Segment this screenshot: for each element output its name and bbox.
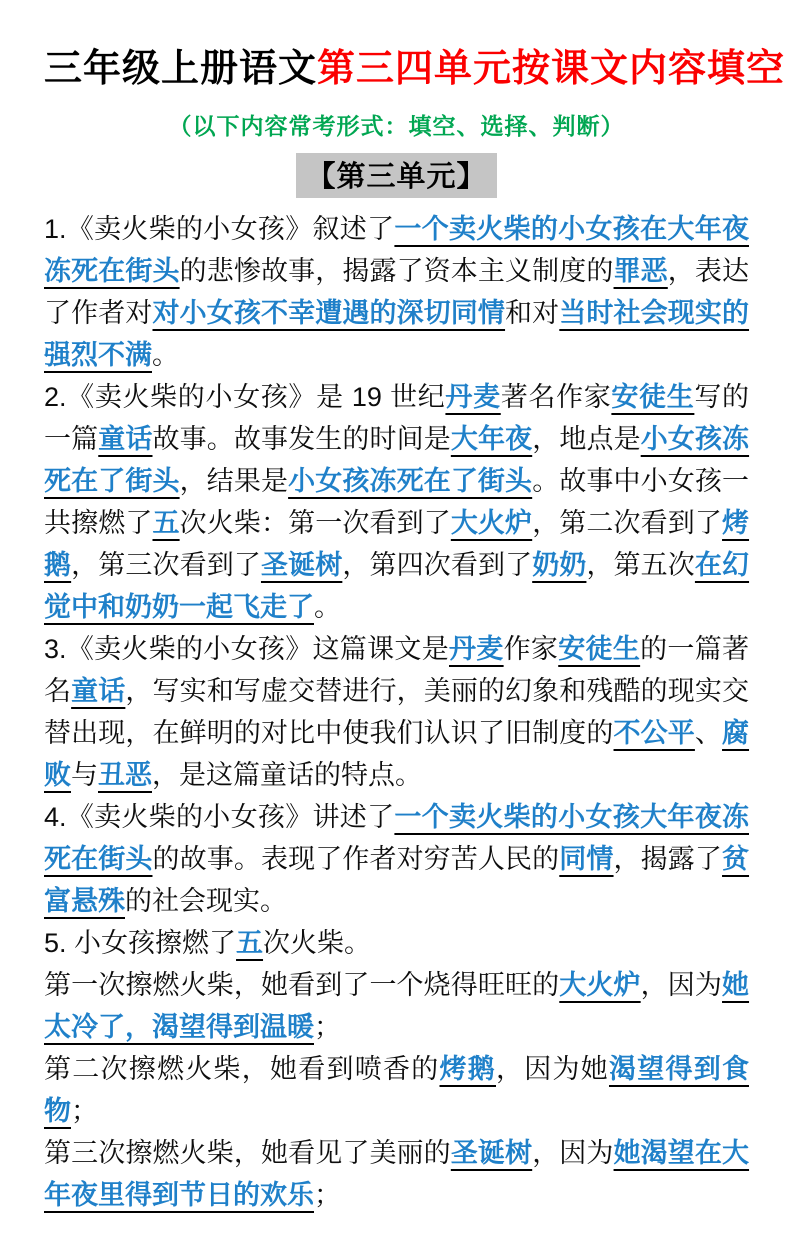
paragraph-text: ，是这篇童话的特点。 xyxy=(152,759,422,790)
paragraph-3 xyxy=(44,628,749,796)
blank-answer: 童话 xyxy=(71,675,126,706)
paragraph-text: ，因为她 xyxy=(496,1053,609,1084)
paragraph-text: ，第二次看到了 xyxy=(532,507,723,538)
paragraph-text: 。故事中小女孩一共擦燃了 xyxy=(44,465,750,538)
blank-answer: 丹麦 xyxy=(445,381,501,412)
paragraph-5 xyxy=(44,922,749,964)
paragraph-text: 2.《卖火柴的小女孩》是 19 世纪 xyxy=(44,381,446,412)
paragraph-text: 作家 xyxy=(503,633,559,664)
paragraph-text: ； xyxy=(71,1095,98,1126)
blank-answer: 她太冷了，渴望得到温暖 xyxy=(44,969,750,1042)
paragraph-text: 次火柴：第一次看到了 xyxy=(179,507,451,538)
blank-answer: 贫富悬殊 xyxy=(44,843,750,916)
blank-answer: 大火炉 xyxy=(559,969,641,1000)
paragraph-text: 。 xyxy=(314,591,341,622)
blank-answer: 安徒生 xyxy=(558,633,641,664)
paragraph-7 xyxy=(44,1048,749,1132)
paragraph-text: 和对 xyxy=(505,297,560,328)
paragraph-text: ，揭露了 xyxy=(613,843,723,874)
paragraph-text: 次火柴。 xyxy=(263,927,372,958)
title-unit-part: 第三四单元按课文内容填空 xyxy=(317,48,786,90)
blank-answer: 大年夜 xyxy=(450,423,533,454)
blank-answer: 一个卖火柴的小女孩大年夜冻死在街头 xyxy=(44,801,749,874)
blank-answer: 渴望得到食物 xyxy=(44,1053,749,1126)
blank-answer: 腐败 xyxy=(44,717,750,790)
paragraph-text: 的社会现实。 xyxy=(125,885,287,916)
paragraph-text: ，结果是 xyxy=(179,465,289,496)
blank-answer: 不公平 xyxy=(613,717,695,748)
paragraph-text: 5. 小女孩擦燃了 xyxy=(44,927,237,958)
paragraph-text: ，第五次 xyxy=(586,549,695,580)
blank-answer: 圣诞树 xyxy=(260,549,343,580)
blank-answer: 当时社会现实的强烈不满 xyxy=(44,297,750,370)
section-heading-unit3: 【第三单元】 xyxy=(296,153,496,198)
paragraph-text: 第一次擦燃火柴，她看到了一个烧得旺旺的 xyxy=(44,969,560,1000)
paragraph-text: 。 xyxy=(152,339,179,370)
paragraph-text: 的悲惨故事，揭露了资本主义制度的 xyxy=(179,255,614,286)
paragraph-text: ，地点是 xyxy=(532,423,641,454)
paragraph-text: ，写实和写虚交替进行，美丽的幻象和残酷的现实交替出现，在鲜明的对比中使我们认识了旧制度的 xyxy=(44,675,750,748)
paragraph-text: 著名作家 xyxy=(500,381,612,412)
content-paragraphs xyxy=(44,208,749,1216)
blank-answer: 奶奶 xyxy=(532,549,587,580)
page-title xyxy=(44,46,786,94)
paragraph-text: ； xyxy=(314,1179,341,1210)
blank-answer: 大火炉 xyxy=(450,507,533,538)
paragraph-text: ，因为 xyxy=(640,969,723,1000)
blank-answer: 小女孩冻死在了街头 xyxy=(288,465,533,496)
blank-answer: 她渴望在大年夜里得到节日的欢乐 xyxy=(44,1137,750,1210)
paragraph-text: 写的一篇 xyxy=(44,381,750,454)
paragraph-4 xyxy=(44,796,749,922)
paragraph-text: ，第三次看到了 xyxy=(71,549,261,580)
title-grade-part: 三年级上册语文 xyxy=(44,48,318,90)
paragraph-text: 的故事。表现了作者对穷苦人民的 xyxy=(152,843,560,874)
blank-answer: 五 xyxy=(236,927,264,958)
paragraph-1 xyxy=(44,208,749,376)
paragraph-6 xyxy=(44,964,749,1048)
blank-answer: 小女孩冻死在了街头 xyxy=(44,423,750,496)
blank-answer: 对小女孩不幸遭遇的深切同情 xyxy=(152,297,506,328)
paragraph-text: ； xyxy=(314,1011,341,1042)
paragraph-text: ，因为 xyxy=(532,1137,614,1168)
paragraph-text: 第二次擦燃火柴，她看到喷香的 xyxy=(44,1053,440,1084)
exam-format-subtitle: （以下内容常考形式：填空、选择、判断） xyxy=(168,112,625,139)
section-heading-row xyxy=(44,153,749,198)
paragraph-text: 3.《卖火柴的小女孩》这篇课文是 xyxy=(44,633,449,664)
paragraph-8 xyxy=(44,1132,749,1216)
paragraph-text: 与 xyxy=(71,759,98,790)
paragraph-text: 故事。故事发生的时间是 xyxy=(152,423,451,454)
paragraph-text: 、 xyxy=(694,717,723,748)
blank-answer: 罪恶 xyxy=(613,255,668,286)
paragraph-2 xyxy=(44,376,749,628)
paragraph-text: ，表达了作者对 xyxy=(44,255,750,328)
blank-answer: 五 xyxy=(152,507,180,538)
paragraph-text: 第三次擦燃火柴，她看见了美丽的 xyxy=(44,1137,451,1168)
paragraph-text: ，第四次看到了 xyxy=(342,549,533,580)
blank-answer: 童话 xyxy=(98,423,153,454)
blank-answer: 烤鹅 xyxy=(439,1053,496,1084)
blank-answer: 一个卖火柴的小女孩在大年夜冻死在街头 xyxy=(44,213,749,286)
paragraph-text: 4.《卖火柴的小女孩》讲述了 xyxy=(44,801,395,832)
blank-answer: 在幻觉中和奶奶一起飞走了 xyxy=(44,549,750,622)
blank-answer: 圣诞树 xyxy=(450,1137,533,1168)
blank-answer: 丹麦 xyxy=(449,633,504,664)
blank-answer: 同情 xyxy=(559,843,614,874)
paragraph-text: 的一篇著名 xyxy=(44,633,750,706)
blank-answer: 烤鹅 xyxy=(44,507,750,580)
blank-answer: 丑恶 xyxy=(98,759,152,790)
blank-answer: 安徒生 xyxy=(611,381,695,412)
paragraph-text: 1.《卖火柴的小女孩》叙述了 xyxy=(44,213,395,244)
